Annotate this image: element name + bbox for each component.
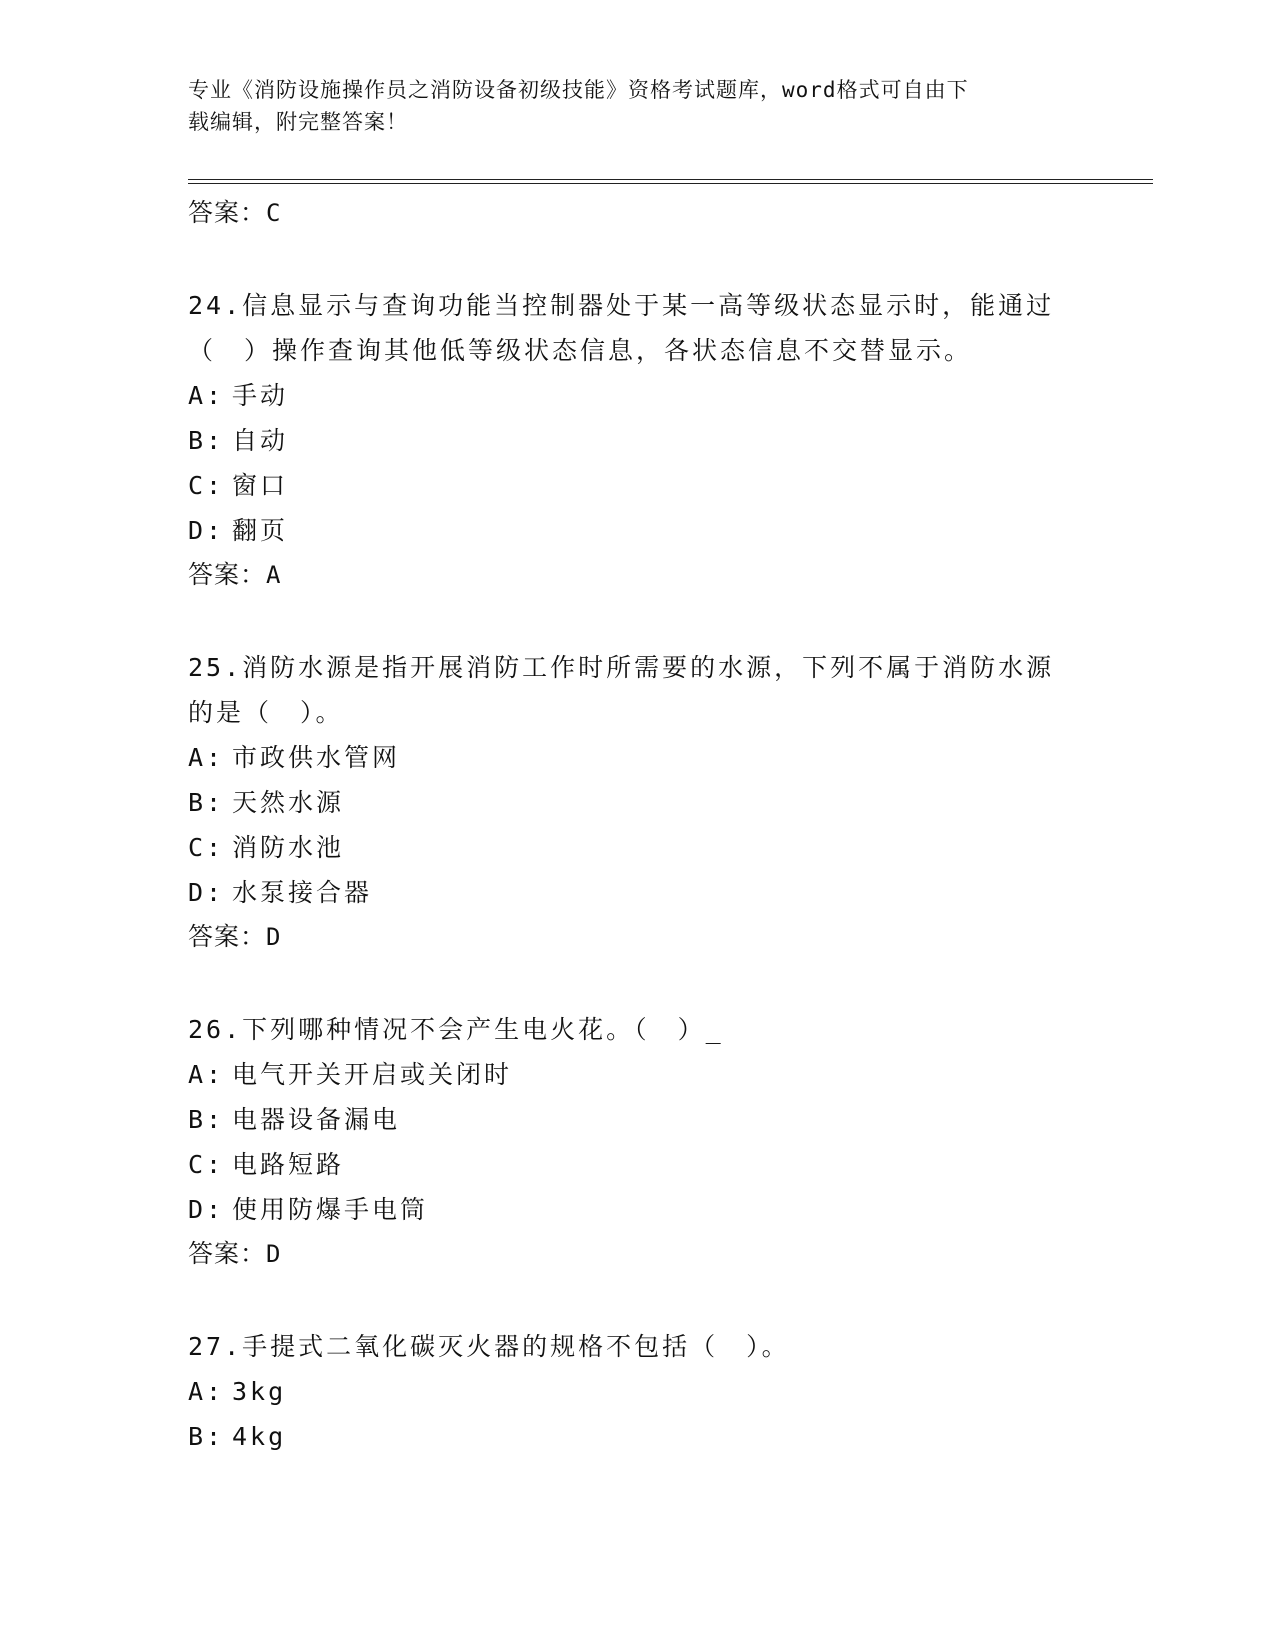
option-key: B: [188,1422,225,1451]
question-list [188,191,1088,1459]
option-text: 翻页 [232,516,289,545]
answer-value: D [266,923,282,951]
option-b [188,418,1088,463]
answer-value: C [266,199,282,227]
option-text: 天然水源 [232,788,345,817]
option-b [188,780,1088,825]
header-divider-bottom [188,183,1153,184]
question-text-line-1: 27.手提式二氧化碳灭火器的规格不包括（ ）。 [188,1332,790,1361]
question-27 [188,1324,1088,1459]
option-a [188,1369,1088,1414]
question-26 [188,1007,1088,1278]
option-text: 使用防爆手电筒 [232,1195,429,1224]
option-key: B: [188,788,225,817]
option-key: A: [188,1377,225,1406]
option-text: 窗口 [232,471,289,500]
question-text-line-1: 25.消防水源是指开展消防工作时所需要的水源，下列不属于消防水源 [188,653,1055,682]
answer-line [188,553,1088,599]
option-key: B: [188,426,225,455]
option-key: D: [188,516,225,545]
option-c [188,463,1088,508]
option-key: C: [188,1150,225,1179]
answer-value: D [266,1240,282,1268]
option-key: A: [188,1060,225,1089]
option-text: 3kg [232,1377,287,1406]
answer-label: 答案： [188,1239,267,1268]
header-line-1: 专业《消防设施操作员之消防设备初级技能》资格考试题库，word格式可自由下 [188,78,969,102]
option-text: 市政供水管网 [232,743,401,772]
option-c [188,825,1088,870]
option-text: 手动 [232,381,289,410]
option-d [188,1187,1088,1232]
answer-label: 答案： [188,198,267,227]
option-key: A: [188,743,225,772]
option-a [188,1052,1088,1097]
option-d [188,870,1088,915]
option-text: 电路短路 [232,1150,345,1179]
answer-label: 答案： [188,560,267,589]
answer-line [188,1232,1088,1278]
question-25 [188,645,1088,961]
option-key: B: [188,1105,225,1134]
answer-value: A [266,561,282,589]
option-b [188,1097,1088,1142]
option-b [188,1414,1088,1459]
option-text: 电气开关开启或关闭时 [232,1060,513,1089]
option-text: 电器设备漏电 [232,1105,401,1134]
option-d [188,508,1088,553]
option-key: C: [188,471,225,500]
header-divider-top [188,179,1153,180]
option-text: 水泵接合器 [232,878,373,907]
option-key: C: [188,833,225,862]
question-text-line-1: 26.下列哪种情况不会产生电火花。（ ）_ [188,1015,724,1044]
option-a [188,373,1088,418]
option-text: 4kg [232,1422,287,1451]
option-a [188,735,1088,780]
document-header [188,74,1088,138]
header-line-2: 载编辑，附完整答案！ [188,110,408,134]
option-key: D: [188,878,225,907]
question-text-line-2: 的是（ ）。 [188,698,344,727]
option-key: D: [188,1195,225,1224]
option-text: 自动 [232,426,289,455]
option-text: 消防水池 [232,833,345,862]
question-text-line-1: 24.信息显示与查询功能当控制器处于某一高等级状态显示时，能通过 [188,291,1055,320]
question-text-line-2: （ ）操作查询其他低等级状态信息，各状态信息不交替显示。 [188,336,973,365]
answer-line [188,915,1088,961]
option-key: A: [188,381,225,410]
option-c [188,1142,1088,1187]
answer-line-q23 [188,191,1088,237]
answer-label: 答案： [188,922,267,951]
question-24 [188,283,1088,599]
